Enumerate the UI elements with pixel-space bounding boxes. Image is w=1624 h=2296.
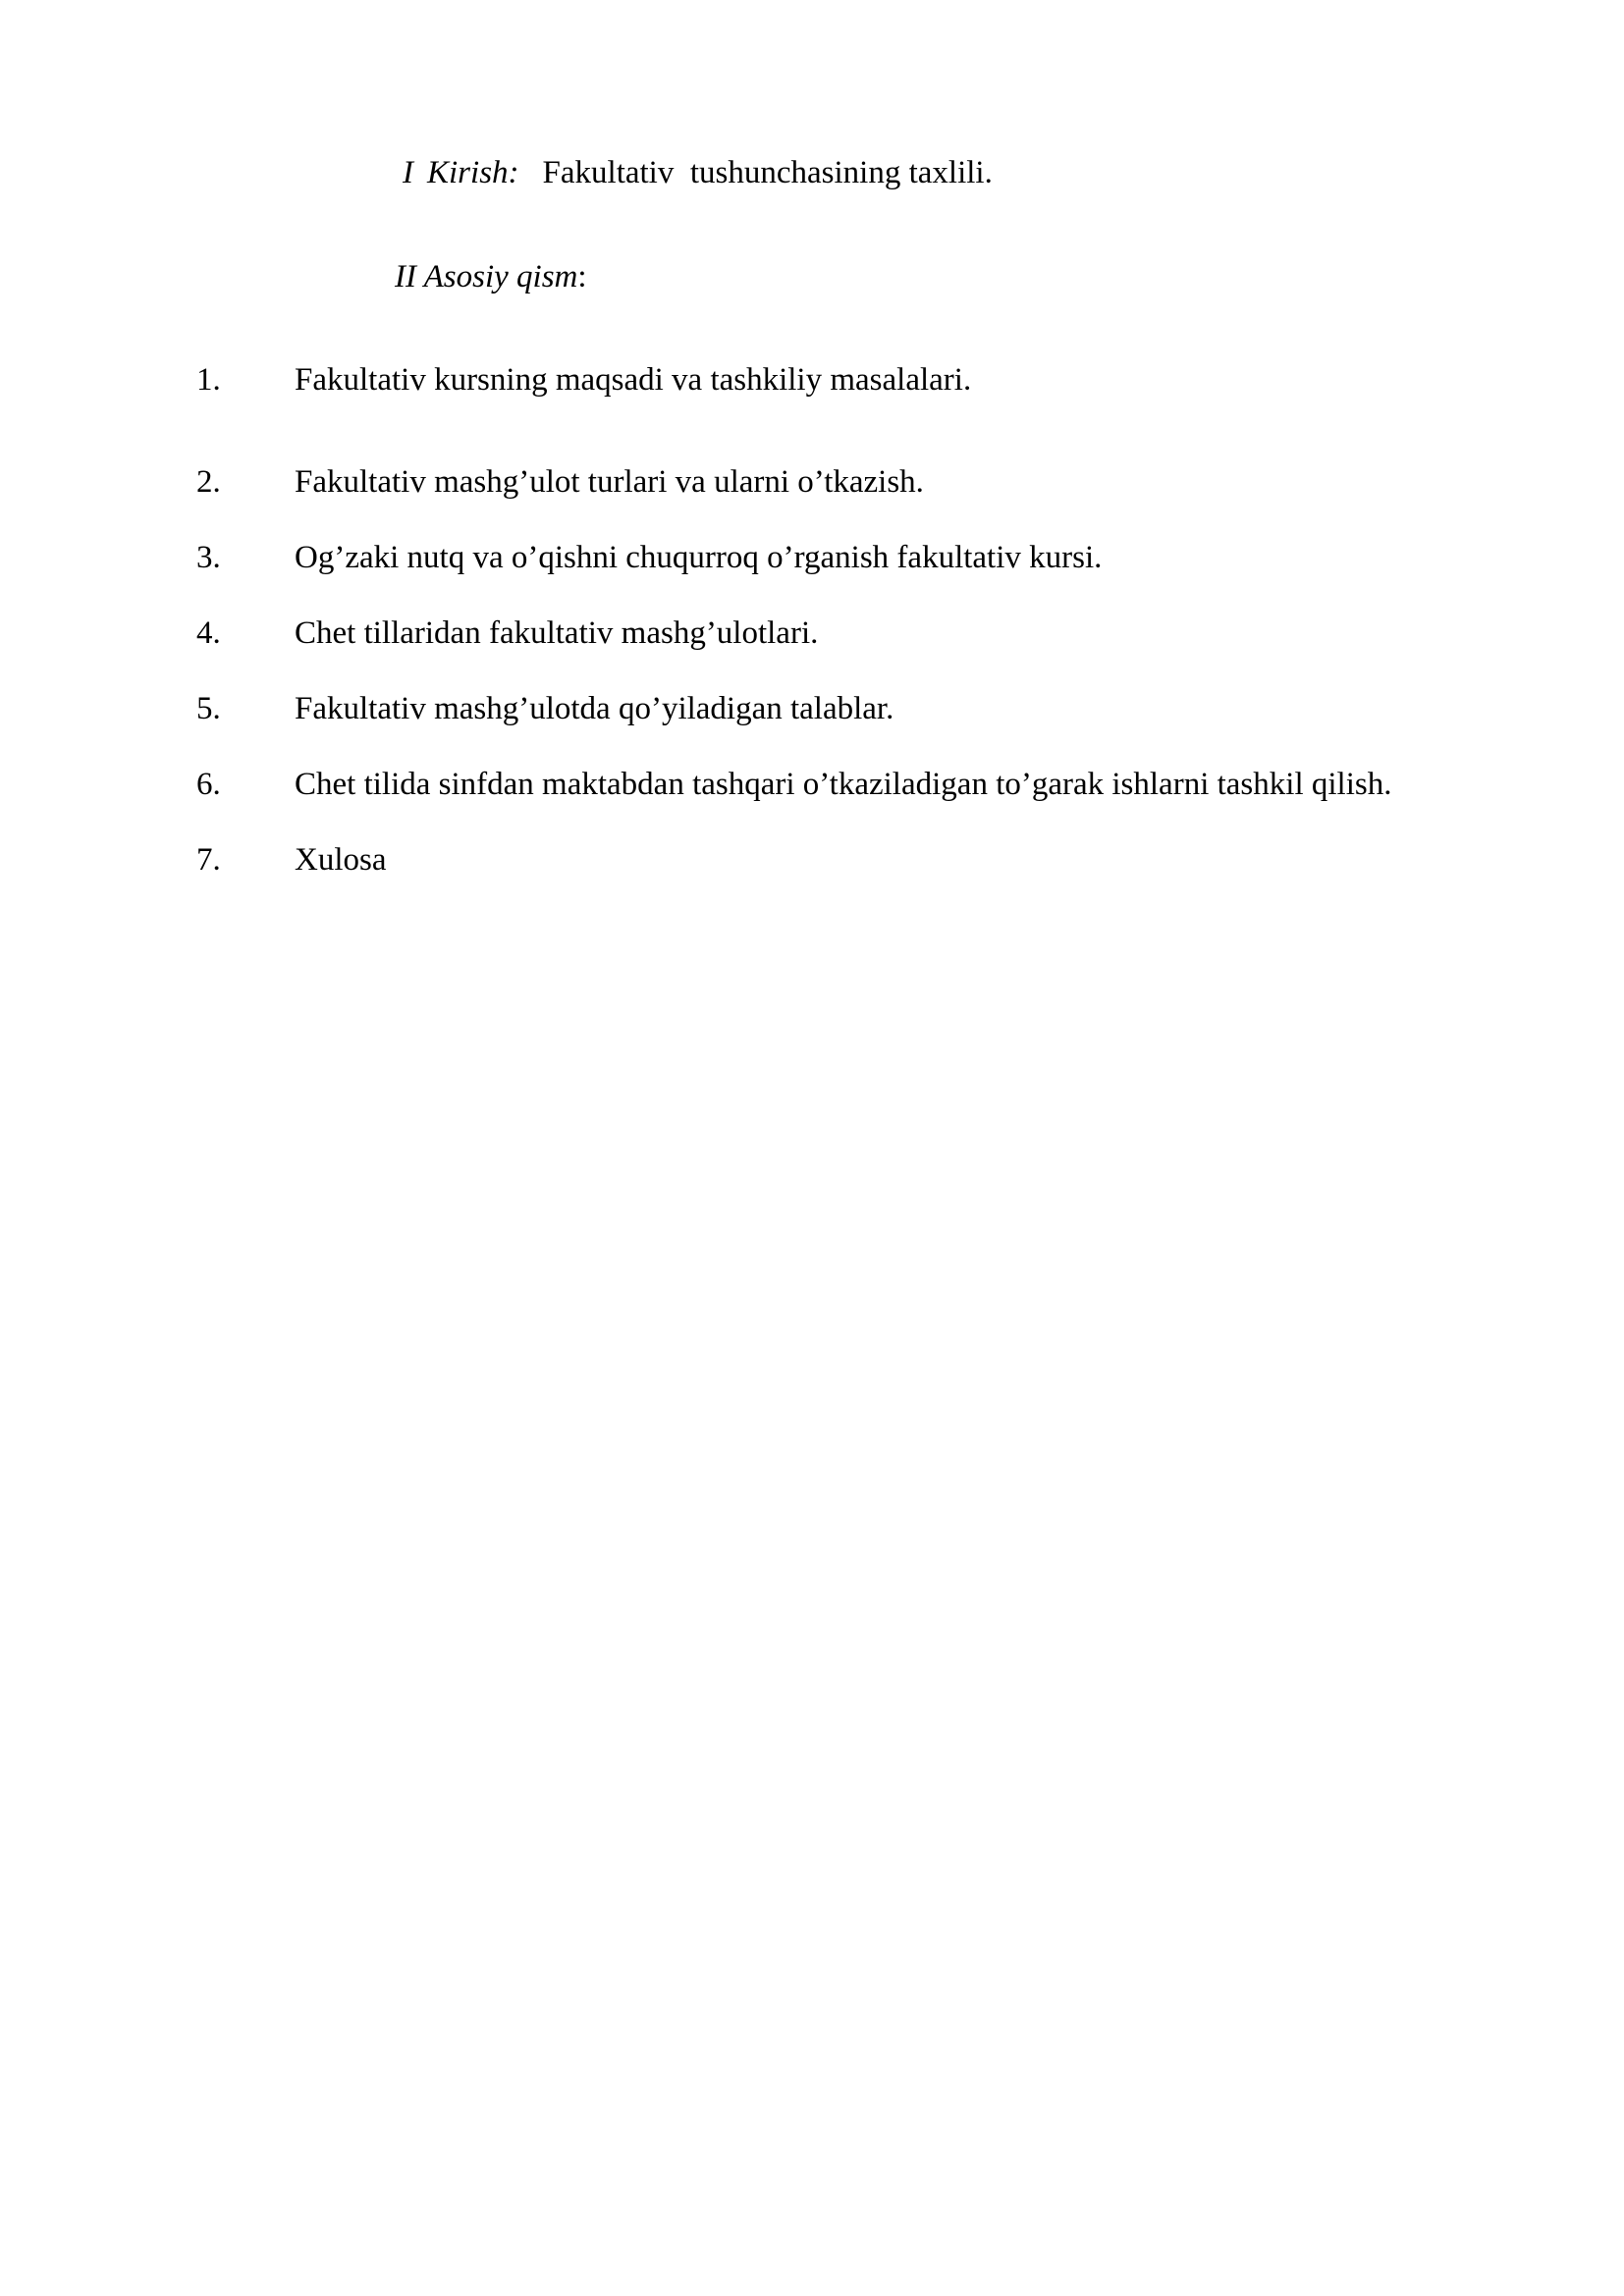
list-item-text: Og’zaki nutq va o’qishni chuqurroq o’rganish fakultativ kursi. (295, 540, 1103, 575)
list-item-number: 3. (196, 540, 221, 575)
list-item-text: Fakultativ kursning maqsadi va tashkiliy masalalari. (295, 362, 972, 398)
list-item-number: 2. (196, 464, 221, 500)
list-item (0, 360, 1624, 403)
list-item (0, 765, 1624, 808)
list-item (0, 614, 1624, 657)
list-item-text: Chet tillaridan fakultativ mashg’ulotlari. (295, 615, 819, 651)
list-item (0, 462, 1624, 506)
intro-numeral: I (403, 155, 413, 190)
intro-text: Fakultativ tushunchasining taxlili. (542, 155, 993, 190)
list-item-number: 6. (196, 767, 221, 802)
list-item-number: 4. (196, 615, 221, 651)
list-item-number: 5. (196, 691, 221, 726)
intro-heading (403, 153, 993, 192)
list-item-text: Fakultativ mashg’ulot turlari va ularni o’tkazish. (295, 464, 924, 500)
list-item (0, 840, 1624, 883)
intro-label: Kirish: (427, 155, 519, 190)
main-part-label: II Asosiy qism (395, 259, 578, 294)
list-item (0, 538, 1624, 581)
list-item-number: 7. (196, 842, 221, 878)
list-item (0, 689, 1624, 732)
list-item-text: Fakultativ mashg’ulotda qo’yiladigan talablar. (295, 691, 894, 726)
list-item-text: Chet tilida sinfdan maktabdan tashqari o’tkaziladigan to’garak ishlarni tashkil qilish. (295, 767, 1392, 802)
main-part-heading (395, 257, 587, 296)
list-item-text: Xulosa (295, 842, 387, 878)
main-part-colon: : (577, 259, 587, 294)
list-item-number: 1. (196, 362, 221, 398)
